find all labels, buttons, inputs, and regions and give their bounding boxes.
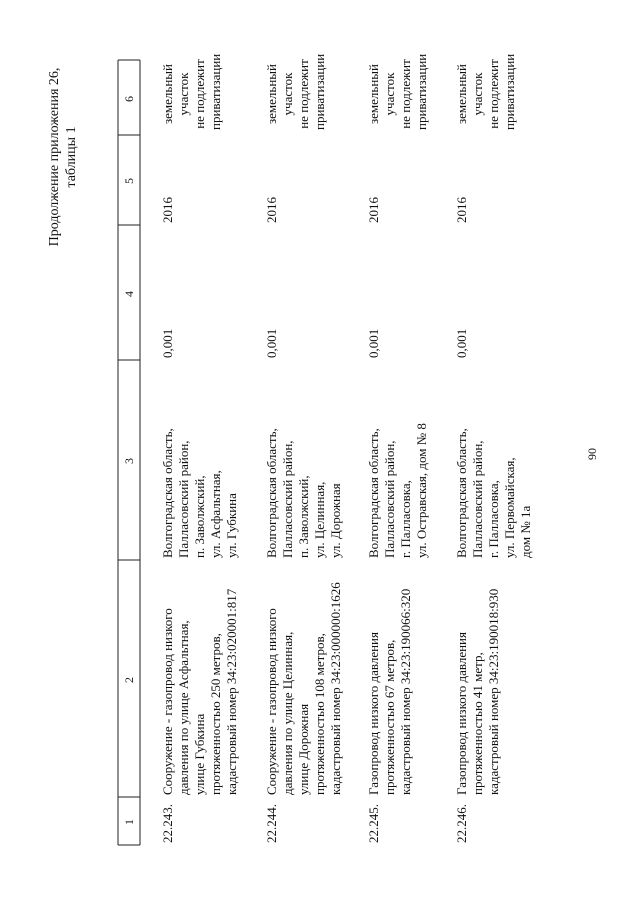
cell-note: земельный участок не подлежит приватизации bbox=[454, 53, 517, 130]
cell-num: 22.246. bbox=[454, 804, 469, 843]
cell-year: 2016 bbox=[366, 197, 381, 223]
cell-name: Сооружение - газопровод низкого давления по улице Асфальтная, улице Губкина протяженностью 250 метров, кадастровый номер 34:23:020001:817 bbox=[160, 588, 239, 795]
cell-address: Волгоградская область, Палласовский район, п. Заволжский, ул. Целинная, ул. Дорожная bbox=[264, 428, 343, 558]
cell-address: Волгоградская область, Палласовский район, п. Заволжский, ул. Асфальтная, ул. Губкина bbox=[160, 428, 239, 558]
column-header-5: 5 bbox=[122, 178, 136, 184]
cell-name: Газопровод низкого давления протяженностью 41 метр, кадастровый номер 34:23:190018:930 bbox=[454, 588, 501, 795]
cell-area: 0,001 bbox=[160, 328, 175, 358]
column-header-4: 4 bbox=[122, 291, 136, 297]
page-number: 90 bbox=[585, 448, 599, 460]
cell-year: 2016 bbox=[160, 197, 175, 223]
column-header-1: 1 bbox=[122, 819, 136, 825]
cell-area: 0,001 bbox=[366, 328, 381, 358]
cell-num: 22.244. bbox=[264, 804, 279, 843]
continuation-note: Продолжение приложения 26, таблицы 1 bbox=[47, 67, 79, 247]
cell-year: 2016 bbox=[264, 197, 279, 223]
cell-area: 0,001 bbox=[454, 328, 469, 358]
cell-note: земельный участок не подлежит приватизации bbox=[366, 53, 429, 130]
column-header-2: 2 bbox=[122, 677, 136, 683]
cell-area: 0,001 bbox=[264, 328, 279, 358]
cell-address: Волгоградская область, Палласовский район, г. Палласовка, ул. Первомайская, дом № 1а bbox=[454, 428, 533, 558]
cell-note: земельный участок не подлежит приватизации bbox=[264, 53, 327, 130]
column-header-3: 3 bbox=[122, 458, 136, 464]
cell-num: 22.243. bbox=[160, 804, 175, 843]
cell-num: 22.245. bbox=[366, 804, 381, 843]
cell-name: Сооружение - газопровод низкого давления по улице Целинная, улице Дорожная протяженностью 108 метров, кадастровый номер 34:23:000000:1626 bbox=[264, 582, 343, 795]
column-header-6: 6 bbox=[122, 96, 136, 102]
cell-year: 2016 bbox=[454, 197, 469, 223]
cell-address: Волгоградская область, Палласовский район, г. Палласовка, ул. Остравская, дом № 8 bbox=[366, 423, 429, 558]
cell-note: земельный участок не подлежит приватизации bbox=[160, 53, 223, 130]
cell-name: Газопровод низкого давления протяженностью 67 метров, кадастровый номер 34:23:190066:320 bbox=[366, 588, 413, 795]
